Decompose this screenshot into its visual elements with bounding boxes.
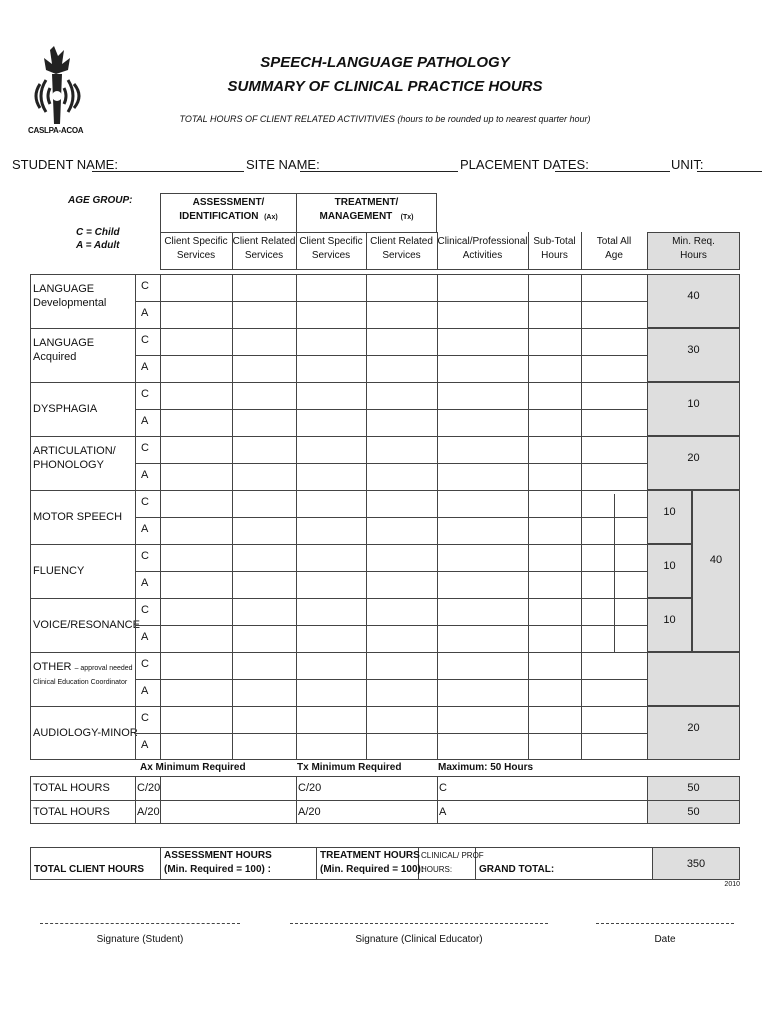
hours-input-cell[interactable]	[437, 571, 528, 598]
row-label: VOICE/RESONANCE	[33, 619, 140, 631]
hours-input-cell[interactable]	[528, 706, 581, 733]
hours-input-cell[interactable]	[528, 598, 581, 625]
tx-total-code: C/20	[298, 782, 322, 794]
hours-input-cell[interactable]	[232, 328, 296, 355]
col-header-min-req: Min. Req. Hours	[672, 236, 715, 261]
hours-input-cell[interactable]	[528, 409, 581, 436]
student-name-field[interactable]	[92, 171, 244, 172]
placement-dates-label: PLACEMENT DATES:	[460, 157, 589, 172]
row-label: AUDIOLOGY-MINOR	[33, 727, 138, 739]
min-req-value: 30	[687, 344, 700, 356]
hours-input-cell[interactable]	[528, 517, 581, 544]
hours-input-cell[interactable]	[232, 463, 296, 490]
combined-min-value: 40	[709, 554, 723, 566]
hours-input-cell[interactable]	[437, 625, 528, 652]
hours-input-cell[interactable]	[366, 409, 437, 436]
min-req-value: 10	[687, 398, 700, 410]
hours-input-cell[interactable]	[437, 355, 528, 382]
hours-input-cell[interactable]	[232, 598, 296, 625]
hours-input-cell[interactable]	[160, 274, 232, 301]
clinical-prof-label: CLINICAL/ PROF	[421, 851, 484, 860]
hours-input-cell[interactable]	[296, 274, 366, 301]
row-label: LANGUAGE Acquired	[33, 337, 95, 363]
hours-input-cell[interactable]	[232, 733, 296, 760]
treatment-hours-label: TREATMENT HOURS	[320, 850, 420, 861]
hours-input-cell[interactable]	[232, 571, 296, 598]
min-req-value: 10	[663, 560, 676, 572]
hours-input-cell[interactable]	[296, 652, 366, 679]
hours-input-cell[interactable]	[528, 625, 581, 652]
hours-input-cell[interactable]	[160, 409, 232, 436]
ax-total-code: C/20	[137, 782, 161, 794]
age-code-adult: A	[141, 739, 149, 751]
hours-input-cell[interactable]	[160, 382, 232, 409]
hours-input-cell[interactable]	[232, 625, 296, 652]
hours-input-cell[interactable]	[296, 706, 366, 733]
col-header-tx-related: Client Related Services	[370, 236, 433, 261]
hours-input-cell[interactable]	[160, 733, 232, 760]
total-min-value: 50	[687, 806, 700, 818]
col-header-clinical: Clinical/Professional Activities	[437, 236, 528, 261]
hours-input-cell[interactable]	[296, 517, 366, 544]
row-label: DYSPHAGIA	[33, 403, 98, 415]
hours-input-cell[interactable]	[160, 463, 232, 490]
col-header-total-age: Total All Age	[596, 236, 632, 261]
instructions-text: TOTAL HOURS OF CLIENT RELATED ACTIVITIVIES (hours to be rounded up to nearest quarter hour)	[179, 114, 591, 124]
age-code-adult: A	[141, 361, 149, 373]
hours-input-cell[interactable]	[366, 679, 437, 706]
assessment-hours-label: ASSESSMENT HOURS	[164, 850, 272, 861]
hours-input-cell[interactable]	[528, 490, 581, 517]
hours-input-cell[interactable]	[528, 382, 581, 409]
hours-input-cell[interactable]	[528, 463, 581, 490]
unit-field[interactable]	[697, 171, 762, 172]
ax-total-code: A/20	[137, 806, 160, 818]
hours-input-cell[interactable]	[160, 301, 232, 328]
hours-input-cell[interactable]	[160, 544, 232, 571]
hours-input-cell[interactable]	[528, 571, 581, 598]
hours-input-cell[interactable]	[296, 571, 366, 598]
hours-input-cell[interactable]	[366, 490, 437, 517]
age-code-child: C	[141, 388, 149, 400]
min-req-value: 10	[663, 506, 676, 518]
hours-input-cell[interactable]	[232, 706, 296, 733]
site-name-field[interactable]	[300, 171, 458, 172]
treatment-header-line1: TREATMENT/	[334, 197, 399, 208]
hours-input-cell[interactable]	[581, 733, 647, 760]
min-req-cell	[647, 652, 740, 706]
hours-input-cell[interactable]	[437, 598, 528, 625]
col-header-ax-related: Client Related Services	[232, 236, 296, 261]
assessment-hours-min: (Min. Required = 100) :	[164, 864, 271, 875]
page-subtitle: SUMMARY OF CLINICAL PRACTICE HOURS	[227, 78, 543, 95]
hours-input-cell[interactable]	[581, 355, 647, 382]
child-legend: C = Child	[76, 227, 120, 238]
hours-input-cell[interactable]	[528, 436, 581, 463]
hours-input-cell[interactable]	[528, 733, 581, 760]
hours-input-cell[interactable]	[581, 463, 647, 490]
combined-min-cell	[692, 490, 740, 652]
hours-input-cell[interactable]	[232, 301, 296, 328]
hours-input-cell[interactable]	[366, 733, 437, 760]
total-hours-label: TOTAL HOURS	[33, 806, 110, 818]
min-req-value: 10	[663, 614, 676, 626]
hours-input-cell[interactable]	[160, 571, 232, 598]
hours-input-cell[interactable]	[437, 436, 528, 463]
hours-input-cell[interactable]	[437, 328, 528, 355]
hours-input-cell[interactable]	[160, 490, 232, 517]
col-header-subtotal: Sub-Total Hours	[533, 236, 576, 261]
site-name-label: SITE NAME:	[246, 157, 320, 172]
row-label: MOTOR SPEECH	[33, 511, 123, 523]
age-code-child: C	[141, 334, 149, 346]
hours-input-cell[interactable]	[160, 679, 232, 706]
hours-input-cell[interactable]	[232, 409, 296, 436]
hours-input-cell[interactable]	[232, 490, 296, 517]
student-signature-line[interactable]	[40, 923, 240, 924]
hours-input-cell[interactable]	[437, 733, 528, 760]
hours-input-cell[interactable]	[581, 382, 647, 409]
hours-input-cell[interactable]	[160, 652, 232, 679]
clinical-hours-label: HOURS:	[421, 865, 453, 874]
hours-input-cell[interactable]	[232, 679, 296, 706]
tx-total-code: A/20	[298, 806, 321, 818]
hours-input-cell[interactable]	[581, 706, 647, 733]
hours-input-cell[interactable]	[528, 652, 581, 679]
placement-dates-field[interactable]	[555, 171, 670, 172]
caslpa-logo-icon	[28, 44, 88, 136]
max-hours-label: Maximum: 50 Hours	[438, 762, 534, 773]
age-code-child: C	[141, 712, 149, 724]
hours-input-cell[interactable]	[232, 517, 296, 544]
date-label: Date	[654, 934, 676, 945]
hours-input-cell[interactable]	[437, 652, 528, 679]
hours-input-cell[interactable]	[366, 544, 437, 571]
hours-input-cell[interactable]	[366, 274, 437, 301]
hours-input-cell[interactable]	[366, 598, 437, 625]
age-code-adult: A	[141, 685, 149, 697]
student-signature-label: Signature (Student)	[96, 934, 184, 945]
total-min-value: 50	[687, 782, 700, 794]
logo-text: CASLPA-ACOA	[28, 126, 84, 135]
hours-input-cell[interactable]	[437, 463, 528, 490]
assessment-group-header	[160, 193, 297, 233]
hours-input-cell[interactable]	[437, 706, 528, 733]
assessment-header-line2: IDENTIFICATION (Ax)	[179, 211, 278, 222]
hours-input-cell[interactable]	[528, 544, 581, 571]
hours-input-cell[interactable]	[160, 355, 232, 382]
row-label: ARTICULATION/ PHONOLOGY	[33, 445, 116, 471]
age-code-child: C	[141, 604, 149, 616]
age-code-adult: A	[141, 415, 149, 427]
hours-input-cell[interactable]	[160, 517, 232, 544]
hours-input-cell[interactable]	[296, 409, 366, 436]
student-name-label: STUDENT NAME:	[12, 157, 118, 172]
total-hours-label: TOTAL HOURS	[33, 782, 110, 794]
age-code-adult: A	[141, 307, 149, 319]
age-code-child: C	[141, 496, 149, 508]
hours-input-cell[interactable]	[581, 274, 647, 301]
hours-input-cell[interactable]	[528, 679, 581, 706]
age-code-child: C	[141, 550, 149, 562]
age-code-adult: A	[141, 577, 149, 589]
hours-input-cell[interactable]	[366, 382, 437, 409]
min-req-value: 40	[687, 290, 700, 302]
hours-input-cell[interactable]	[366, 652, 437, 679]
hours-input-cell[interactable]	[296, 679, 366, 706]
hours-input-cell[interactable]	[160, 436, 232, 463]
hours-input-cell[interactable]	[296, 436, 366, 463]
hours-input-cell[interactable]	[437, 301, 528, 328]
educator-signature-label: Signature (Clinical Educator)	[355, 934, 483, 945]
clinical-total-code: C	[439, 782, 447, 794]
hours-input-cell[interactable]	[232, 355, 296, 382]
hours-input-cell[interactable]	[528, 355, 581, 382]
hours-input-cell[interactable]	[296, 355, 366, 382]
grand-total-value: 350	[686, 858, 706, 870]
age-code-child: C	[141, 280, 149, 292]
min-req-value: 20	[687, 452, 700, 464]
unit-label: UNIT:	[671, 157, 704, 172]
assessment-header-line1: ASSESSMENT/	[192, 197, 265, 208]
hours-input-cell[interactable]	[437, 274, 528, 301]
ax-minimum-label: Ax Minimum Required	[140, 762, 246, 773]
hours-input-cell[interactable]	[232, 274, 296, 301]
hours-input-cell[interactable]	[366, 706, 437, 733]
page-title: SPEECH-LANGUAGE PATHOLOGY	[260, 54, 510, 71]
hours-input-cell[interactable]	[366, 355, 437, 382]
hours-input-cell[interactable]	[296, 490, 366, 517]
hours-input-cell[interactable]	[296, 733, 366, 760]
educator-signature-line[interactable]	[290, 923, 548, 924]
hours-input-cell[interactable]	[160, 598, 232, 625]
hours-input-cell[interactable]	[581, 652, 647, 679]
hours-input-cell[interactable]	[581, 301, 647, 328]
age-code-adult: A	[141, 523, 149, 535]
total-client-hours-label: TOTAL CLIENT HOURS	[34, 864, 144, 875]
hours-input-cell[interactable]	[232, 436, 296, 463]
age-code-child: C	[141, 442, 149, 454]
min-req-value: 20	[687, 722, 700, 734]
hours-input-cell[interactable]	[366, 328, 437, 355]
hours-input-cell[interactable]	[528, 328, 581, 355]
adult-legend: A = Adult	[76, 240, 120, 251]
grand-total-label: GRAND TOTAL:	[479, 864, 555, 875]
hours-input-cell[interactable]	[296, 382, 366, 409]
hours-input-cell[interactable]	[581, 679, 647, 706]
clinical-total-code: A	[439, 806, 447, 818]
age-code-adult: A	[141, 631, 149, 643]
treatment-header-line2: MANAGEMENT (Tx)	[319, 211, 414, 222]
hours-input-cell[interactable]	[366, 517, 437, 544]
row-label: OTHER – approval needed Clinical Education Coordinator	[33, 661, 133, 686]
hours-input-cell[interactable]	[437, 517, 528, 544]
hours-input-cell[interactable]	[296, 625, 366, 652]
hours-input-cell[interactable]	[528, 274, 581, 301]
hours-input-cell[interactable]	[296, 328, 366, 355]
hours-input-cell[interactable]	[366, 625, 437, 652]
hours-input-cell[interactable]	[232, 652, 296, 679]
age-code-adult: A	[141, 469, 149, 481]
hours-input-cell[interactable]	[296, 598, 366, 625]
hours-input-cell[interactable]	[366, 571, 437, 598]
hours-input-cell[interactable]	[232, 382, 296, 409]
hours-input-cell[interactable]	[366, 463, 437, 490]
age-group-label: AGE GROUP:	[68, 195, 133, 206]
hours-input-cell[interactable]	[296, 463, 366, 490]
hours-input-cell[interactable]	[160, 625, 232, 652]
treatment-group-header	[296, 193, 437, 233]
hours-input-cell[interactable]	[296, 544, 366, 571]
col-header-ax-specific: Client Specific Services	[164, 236, 228, 261]
col-header-tx-specific: Client Specific Services	[299, 236, 363, 261]
hours-input-cell[interactable]	[437, 382, 528, 409]
date-signature-line[interactable]	[596, 923, 734, 924]
hours-input-cell[interactable]	[366, 301, 437, 328]
hours-input-cell[interactable]	[437, 544, 528, 571]
hours-input-cell[interactable]	[437, 679, 528, 706]
hours-input-cell[interactable]	[581, 409, 647, 436]
hours-input-cell[interactable]	[366, 436, 437, 463]
hours-input-cell[interactable]	[528, 301, 581, 328]
tx-minimum-label: Tx Minimum Required	[297, 762, 402, 773]
hours-input-cell[interactable]	[160, 328, 232, 355]
row-label: LANGUAGE Developmental	[33, 283, 107, 309]
hours-input-cell[interactable]	[160, 706, 232, 733]
form-year: 2010	[724, 881, 740, 888]
age-code-child: C	[141, 658, 149, 670]
hours-input-cell[interactable]	[437, 409, 528, 436]
hours-input-cell[interactable]	[296, 301, 366, 328]
treatment-hours-min: (Min. Required = 100):	[320, 864, 425, 875]
hours-input-cell[interactable]	[581, 436, 647, 463]
hours-input-cell[interactable]	[232, 544, 296, 571]
hours-input-cell[interactable]	[437, 490, 528, 517]
row-label: FLUENCY	[33, 565, 85, 577]
hours-input-cell[interactable]	[581, 328, 647, 355]
